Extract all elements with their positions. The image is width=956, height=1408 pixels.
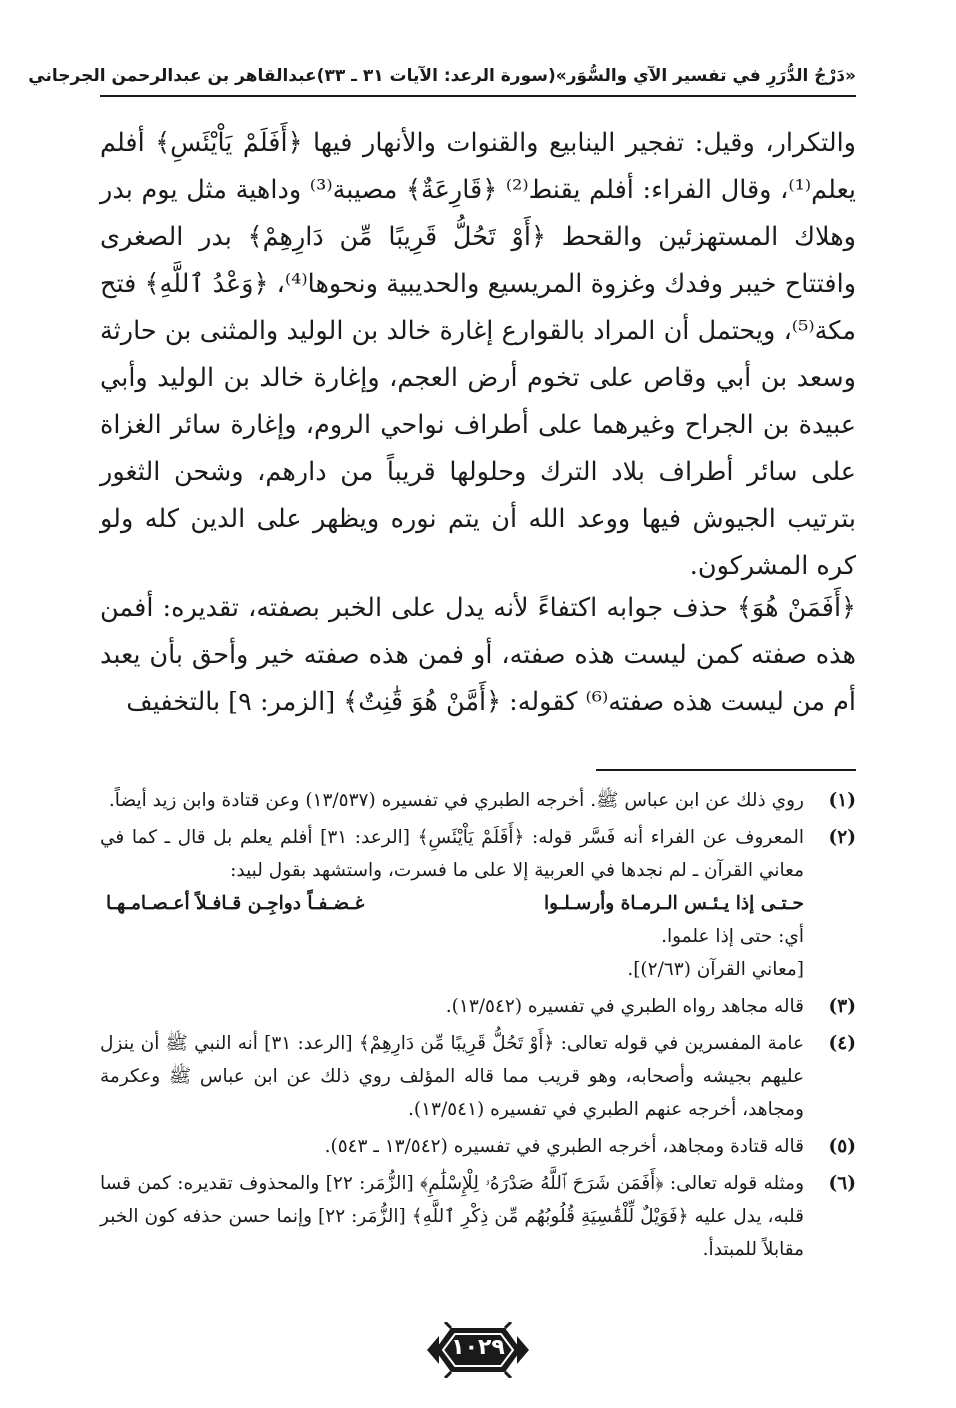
footnote-line: قاله قتادة ومجاهد، أخرجه الطبري في تفسيره (١٣/٥٤٢ ـ ٥٤٣). — [324, 1136, 804, 1157]
footnote-line: [معاني القرآن (٢/٦٣)]. — [627, 959, 804, 980]
footnote-number: (٦) — [828, 1173, 856, 1194]
footnote-line: أي: حتى إذا علموا. — [661, 926, 804, 947]
paragraph-text: ﴿أَفَمَنْ هُوَ﴾ حذف جوابه اكتفاءً لأنه يدل على الخبر بصفته، تقديره: أفمن هذه صفته كمن ليست هذه صفته، أو فمن هذه صفته خير وأحق بأن يعبد أم من ليست هذه صفته⁽⁶⁾ كقوله: ﴿أَمَّنْ هُوَ قَٰنِتٌ﴾ [الزمر: ٩] بالتخفيف — [100, 593, 856, 717]
page-number-badge — [425, 1322, 531, 1378]
footnotes — [100, 784, 856, 1270]
footnote-number: (٢) — [828, 827, 856, 848]
footnote-3 — [100, 990, 856, 1023]
footnote-6 — [100, 1167, 856, 1266]
verse-first-hemistich: حـتـى إذا يـئـس الـرمـاة وأرسـلـوا — [544, 893, 804, 914]
footnote-text — [100, 1167, 804, 1266]
header-divider — [100, 95, 856, 97]
footnote-line: قاله مجاهد رواه الطبري في تفسيره (١٣/٥٤٢). — [445, 996, 804, 1017]
page-number: ١٠٢٩ — [451, 1335, 505, 1360]
footnote-number: (٣) — [828, 996, 856, 1017]
footnote-text — [100, 1027, 804, 1126]
footnote-2 — [100, 821, 856, 986]
running-header — [28, 58, 856, 94]
footnote-line: روي ذلك عن ابن عباس ﷺ. أخرجه الطبري في تفسيره (١٣/٥٣٧) وعن قتادة وابن زيد أيضاً. — [108, 790, 804, 811]
footnote-text — [100, 990, 804, 1023]
header-author: عبدالقاهر بن عبدالرحمن الجرجاني — [28, 66, 317, 86]
footnote-text — [100, 784, 804, 817]
footnote-line: ومثله قوله تعالى: ﴿أَفَمَن شَرَحَ ٱللَّهُ صَدْرَهُۥ لِلْإِسْلَٰمِ﴾ [الزُّمَر: ٢٢] والمحذوف تقديره: كمن قسا قلبه، يدل عليه ﴿فَوَيْلٌ لِّلْقَٰسِيَةِ قُلُوبُهُم مِّن ذِكْرِ ٱللَّهِ﴾ [الزُّمَر: ٢٢] وإنما حسن حذفه كون الخبر مقابلاً للمبتدأ. — [100, 1173, 805, 1260]
footnote-5 — [100, 1130, 856, 1163]
footnote-line: المعروف عن الفراء أنه فَسَّر قوله: ﴿أَفَلَمْ يَاْيْئَسِ﴾ [الرعد: ٣١] أفلم يعلم بل قال ـ كما في معاني القرآن ـ لم نجدها في العربية إلا على ما فسرت، واستشهد بقول لبيد: — [100, 827, 805, 881]
footnote-divider — [596, 769, 856, 771]
paragraph-text: والتكرار، وقيل: تفجير الينابيع والقنوات والأنهار فيها ﴿أَفَلَمْ يَاْيْئَسِ﴾ أفلم يعلم⁽¹⁾، وقال الفراء: أفلم يقنط⁽²⁾ ﴿قَارِعَةٌ﴾ مصيبة⁽³⁾ وداهية مثل يوم بدر وهلاك المستهزئين والقحط ﴿أَوْ تَحُلُّ قَرِيبًا مِّن دَارِهِمْ﴾ بدر الصغرى وافتتاح خيبر وفدك وغزوة المريسيع والحديبية ونحوها⁽⁴⁾، ﴿وَعْدُ ٱللَّهِ﴾ فتح مكة⁽⁵⁾، ويحتمل أن المراد بالقوارع إغارة خالد بن الوليد والمثنى بن حارثة وسعد بن أبي وقاص على تخوم أرض العجم، وإغارة خالد بن الوليد وأبي عبيدة بن الجراح وغيرهما على أطراف نواحي الروم، وإغارة سائر الغزاة على سائر أطراف بلاد الترك وحلولها قريباً من دارهم، وشحن الثغور بترتيب الجيوش فيها ووعد الله أن يتم نوره ويظهر على الدين كله ولو كره المشركون. — [100, 128, 857, 581]
header-section: (سورة الرعد: الآيات ٣١ ـ ٣٣) — [316, 66, 556, 86]
footnote-text — [100, 1130, 804, 1163]
footnote-4 — [100, 1027, 856, 1126]
verse-second-hemistich: غـضـفـاً دواجِـن قـافـلاً أعـصـامـهـا — [106, 893, 365, 914]
footnote-number: (٥) — [828, 1136, 856, 1157]
footnote-number: (٤) — [828, 1033, 856, 1054]
footnote-text — [100, 821, 804, 986]
footnote-1 — [100, 784, 856, 817]
body-paragraph-2 — [100, 585, 856, 726]
footnote-line: عامة المفسرين في قوله تعالى: ﴿أَوْ تَحُلُّ قَرِيبًا مِّن دَارِهِمْ﴾ [الرعد: ٣١] أنه النبي ﷺ أن ينزل عليهم بجيشه وأصحابه، وهو قريب مما قاله المؤلف روي ذلك عن ابن عباس ﷺ وعكرمة ومجاهد، أخرجه عنهم الطبري في تفسيره (١٣/٥٤١). — [100, 1033, 804, 1120]
poetry-verse — [100, 887, 804, 920]
footnote-number: (١) — [828, 790, 856, 811]
header-book-title: «دَرْجُ الدُّرَرِ في تفسير الآي والسُّوَر» — [555, 66, 856, 86]
body-paragraph-1 — [100, 120, 856, 590]
